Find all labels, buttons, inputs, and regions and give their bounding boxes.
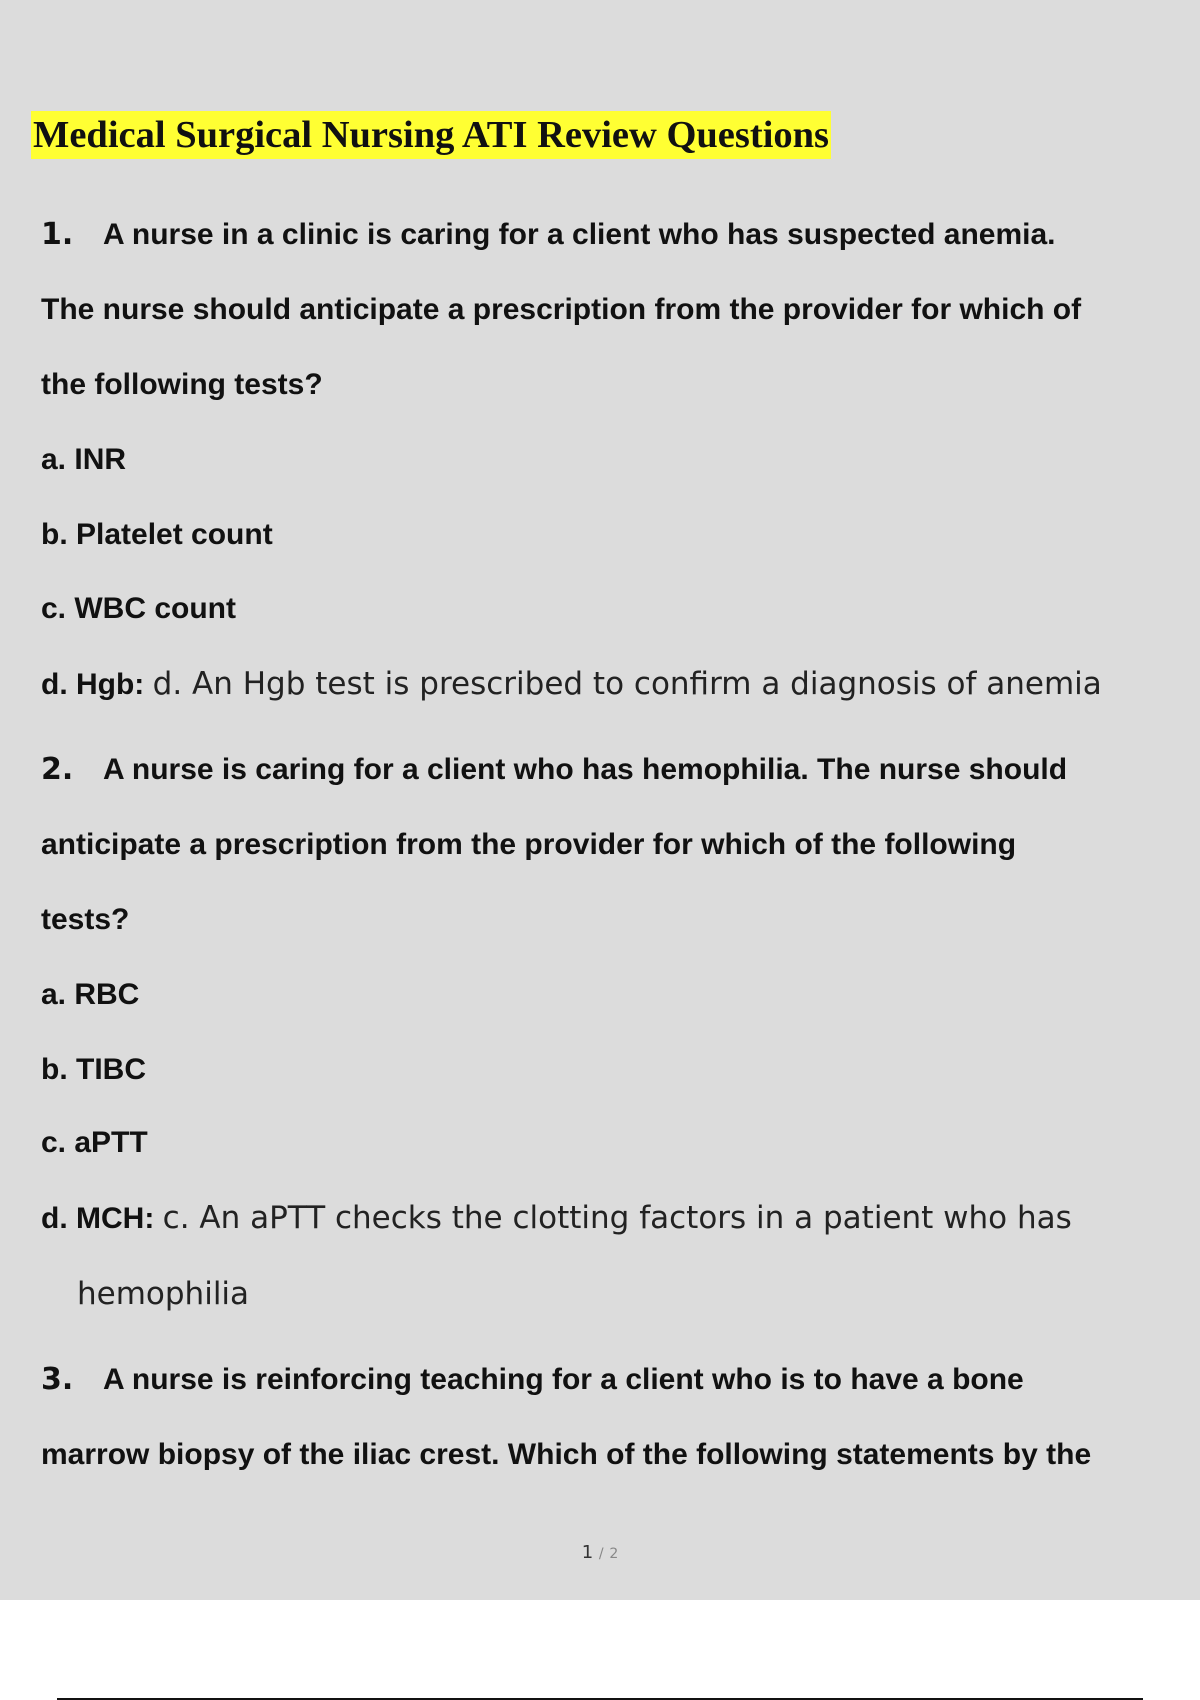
question-1-stem-line-2: The nurse should anticipate a prescription from the provider for which of — [41, 293, 1082, 326]
question-1-option-c: c. WBC count — [41, 592, 236, 625]
question-2-option-d-label: d. MCH: — [41, 1202, 155, 1235]
question-1-option-a: a. INR — [41, 443, 127, 476]
question-3-stem-text: A nurse is reinforcing teaching for a client who is to have a bone — [103, 1363, 1024, 1396]
question-2-stem-text: A nurse is caring for a client who has hemophilia. The nurse should — [103, 753, 1068, 786]
question-2-answer: c. An aPTT checks the clotting factors in a patient who has — [162, 1200, 1072, 1236]
page-total: 2 — [609, 1546, 619, 1562]
question-2-number: 2. — [41, 752, 74, 787]
question-1-stem-text: A nurse in a clinic is caring for a client who has suspected anemia. — [103, 218, 1056, 251]
question-1-option-b: b. Platelet count — [41, 518, 273, 551]
question-1-option-d-label: d. Hgb: — [41, 668, 145, 701]
document-title: Medical Surgical Nursing ATI Review Questions — [31, 111, 831, 159]
question-3-stem-line-1 — [41, 1362, 1024, 1398]
page-indicator — [0, 1542, 1200, 1565]
question-2-option-b: b. TIBC — [41, 1053, 146, 1086]
question-2-stem-line-2: anticipate a prescription from the provider for which of the following — [41, 828, 1017, 861]
question-3-stem-line-2: marrow biopsy of the iliac crest. Which of the following statements by the — [41, 1438, 1092, 1471]
question-2-stem-line-1 — [41, 752, 1067, 788]
question-1-stem-line-3: the following tests? — [41, 368, 323, 401]
page-current: 1 — [581, 1542, 594, 1563]
question-2-answer-continued: hemophilia — [77, 1276, 250, 1312]
question-2-option-a: a. RBC — [41, 978, 140, 1011]
question-2-option-c: c. aPTT — [41, 1126, 148, 1159]
page-separator: / — [598, 1546, 604, 1562]
question-1-number: 1. — [41, 217, 74, 252]
question-1-answer: d. An Hgb test is prescribed to confirm a diagnosis of anemia — [152, 666, 1102, 702]
question-1-stem-line-1 — [41, 217, 1056, 253]
question-1-option-d — [41, 666, 1102, 703]
question-2-option-d — [41, 1200, 1072, 1237]
question-2-stem-line-3: tests? — [41, 903, 130, 936]
question-3-number: 3. — [41, 1362, 74, 1397]
